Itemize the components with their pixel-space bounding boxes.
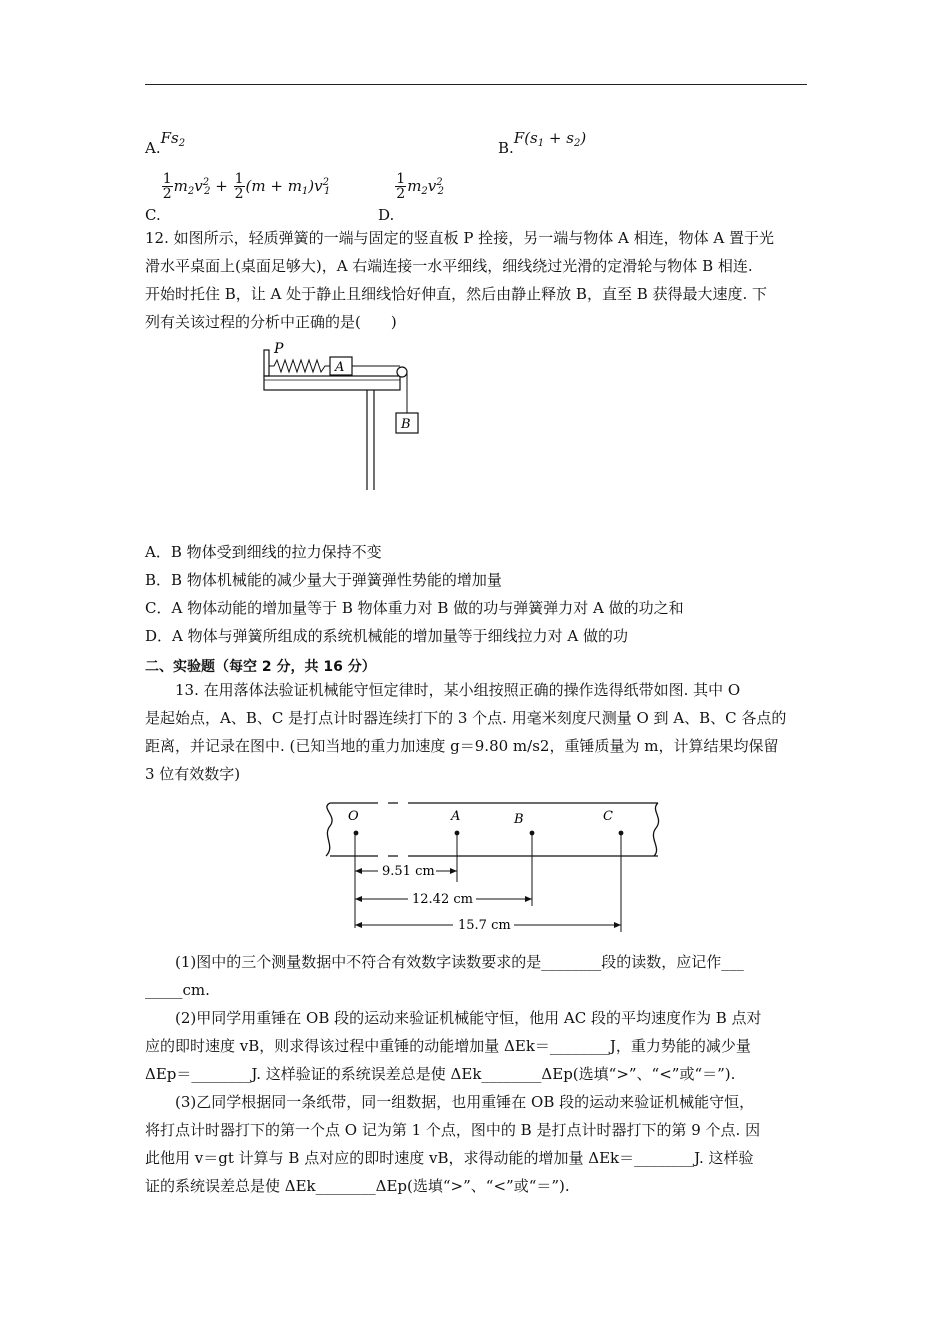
dim1-arrow-left <box>355 868 362 874</box>
dim2-label: 12.42 cm <box>412 892 473 907</box>
dim2-arrow-left <box>355 896 362 902</box>
q13-line4: 3 位有效数字) <box>145 765 241 783</box>
q12-line2: 滑水平桌面上(桌面足够大)，A 右端连接一水平细线，细线绕过光滑的定滑轮与物体 B 相连. <box>145 257 753 275</box>
q13-part2-line2: 应的即时速度 vB，则求得该过程中重锤的动能增加量 ΔEk＝________J，重力势能的减少量 <box>145 1037 751 1055</box>
q12-option-a: A．B 物体受到细线的拉力保持不变 <box>145 543 382 561</box>
tape-left-tear <box>326 803 332 856</box>
q12-option-d: D．A 物体与弹簧所组成的系统机械能的增加量等于细线拉力对 A 做的功 <box>145 627 628 645</box>
q13-part3-line3: 此他用 v＝gt 计算与 B 点对应的即时速度 vB，求得动能的增加量 ΔEk＝________J. 这样验 <box>145 1149 754 1167</box>
q13-part3-line4: 证的系统误差总是使 ΔEk________ΔEp(选填“>”、“<”或“＝”). <box>145 1177 570 1195</box>
option-d-label: D. <box>378 205 395 224</box>
section-heading: 二、实验题（每空 2 分，共 16 分） <box>145 659 376 675</box>
label-b: B <box>401 417 411 432</box>
option-b <box>498 129 587 159</box>
dim3-label: 15.7 cm <box>458 918 511 933</box>
label-tape-b: B <box>514 812 524 827</box>
table-top <box>264 376 400 390</box>
label-tape-a: A <box>451 809 461 824</box>
q12-figure <box>250 338 430 498</box>
q13-part2-line3: ΔEp＝________J. 这样验证的系统误差总是使 ΔEk________ΔEp(选填“>”、“<”或“＝”). <box>145 1065 736 1083</box>
dim3-arrow-right <box>614 922 621 928</box>
option-a-label: A. <box>145 139 161 157</box>
label-tape-c: C <box>603 809 613 824</box>
q13-line3: 距离，并记录在图中. (已知当地的重力加速度 g＝9.80 m/s2，重锤质量为 m，计算结果均保留 <box>145 737 779 755</box>
dim1-label: 9.51 cm <box>382 864 435 879</box>
q13-part1-line1: (1)图中的三个测量数据中不符合有效数字读数要求的是________段的读数，应记作___ <box>175 953 744 971</box>
tape-right-tear <box>653 803 658 856</box>
pulley <box>397 367 407 377</box>
option-d-formula: $\frac{1}{2}$ $m_2v^2_2$ <box>396 171 445 202</box>
q13-part3-line2: 将打点计时器打下的第一个点 O 记为第 1 个点，图中的 B 是打点计时器打下的第 9 个点. 因 <box>145 1121 761 1139</box>
option-c <box>145 170 331 224</box>
q13-line1: 13. 在用落体法验证机械能守恒定律时，某小组按照正确的操作选得纸带如图. 其中 O <box>175 681 741 699</box>
q13-part3-line1: (3)乙同学根据同一条纸带，同一组数据，也用重锤在 OB 段的运动来验证机械能守恒， <box>175 1093 755 1111</box>
q13-part1-line2: _____cm. <box>145 981 210 999</box>
option-b-label: B. <box>498 139 514 157</box>
plate-p <box>264 350 269 376</box>
dim1-arrow-right <box>450 868 457 874</box>
label-a: A <box>335 360 345 375</box>
option-c-label: C. <box>145 205 161 224</box>
q12-line1: 12. 如图所示，轻质弹簧的一端与固定的竖直板 P 拴接，另一端与物体 A 相连，物体 A 置于光 <box>145 229 774 247</box>
option-b-formula: $F(s_1 + s_2)$ <box>513 129 587 149</box>
option-c-formula: $\frac{1}{2}$ $m_2v^2_2$ + $\frac{1}{2}$ $(m + m_1)v^2_1$ <box>162 171 331 202</box>
option-d <box>378 170 445 224</box>
spring <box>269 360 332 372</box>
q13-line2: 是起始点，A、B、C 是打点计时器连续打下的 3 个点. 用毫米刻度尺测量 O 到 A、B、C 各点的 <box>145 709 787 727</box>
dim2-arrow-right <box>525 896 532 902</box>
option-a-formula: $Fs_2$ <box>160 129 186 149</box>
header-rule <box>145 84 807 85</box>
q12-line3: 开始时托住 B，让 A 处于静止且细线恰好伸直，然后由静止释放 B，直至 B 获得最大速度. 下 <box>145 285 768 303</box>
option-a <box>145 129 186 159</box>
label-p: P <box>274 341 284 357</box>
label-o: O <box>348 809 359 824</box>
q12-option-b: B．B 物体机械能的减少量大于弹簧弹性势能的增加量 <box>145 571 502 589</box>
q12-option-c: C．A 物体动能的增加量等于 B 物体重力对 B 做的功与弹簧弹力对 A 做的功之和 <box>145 599 684 617</box>
tape-figure <box>318 796 668 941</box>
point-o <box>354 831 359 836</box>
dim3-arrow-left <box>355 922 362 928</box>
q12-line4: 列有关该过程的分析中正确的是( ) <box>145 313 397 331</box>
q13-part2-line1: (2)甲同学用重锤在 OB 段的运动来验证机械能守恒，他用 AC 段的平均速度作为 B 点对 <box>175 1009 762 1027</box>
